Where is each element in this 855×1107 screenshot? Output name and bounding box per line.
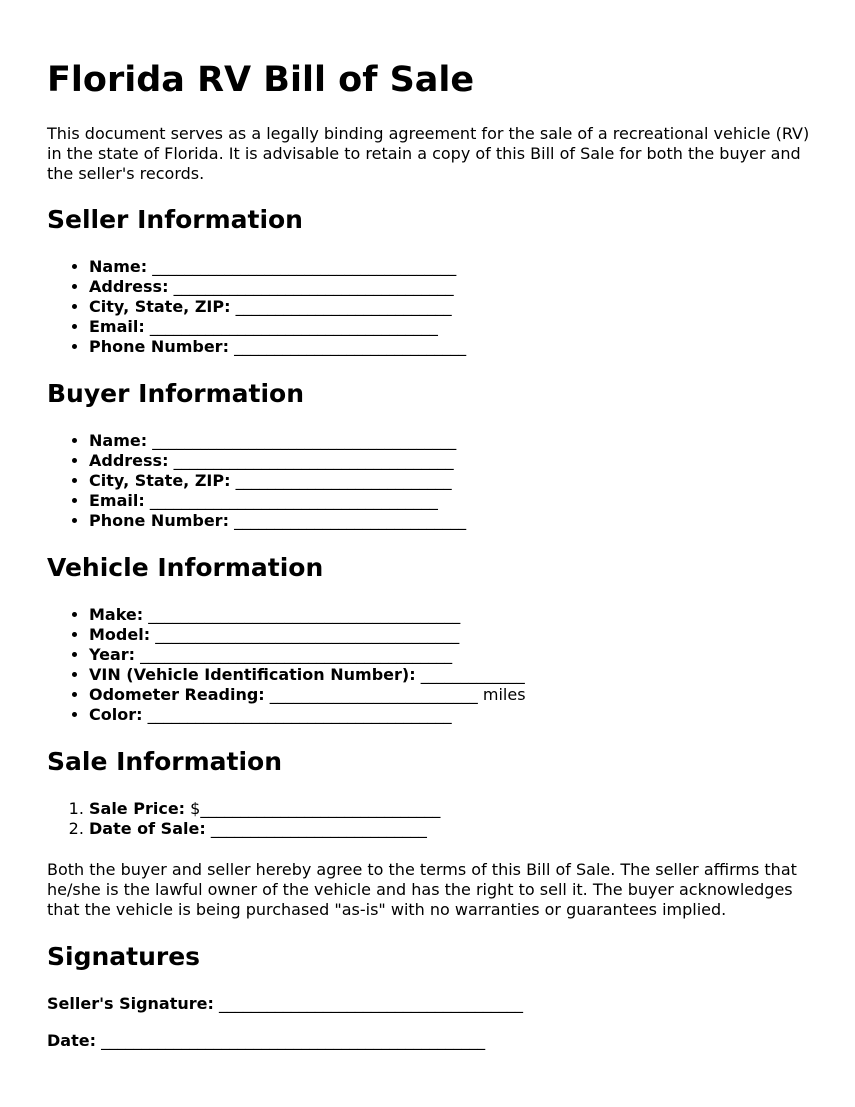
list-item	[89, 471, 817, 491]
list-item	[89, 317, 817, 337]
field-label: Make:	[89, 605, 144, 624]
list-item	[89, 431, 817, 451]
seller-signature-line	[47, 994, 817, 1014]
field-label: Year:	[89, 645, 136, 664]
list-item	[89, 625, 817, 645]
page-title: Florida RV Bill of Sale	[47, 60, 475, 100]
date-blank[interactable]: ________________________________________________	[101, 1031, 486, 1050]
field-blank[interactable]: _____________________________	[234, 511, 467, 530]
field-blank[interactable]: $______________________________	[190, 799, 441, 818]
vehicle-fields-list	[47, 605, 817, 725]
field-label: VIN (Vehicle Identification Number):	[89, 665, 416, 684]
field-blank[interactable]: ______________________________________	[152, 431, 457, 450]
field-label: Date of Sale:	[89, 819, 206, 838]
field-blank[interactable]: ___________________________	[210, 819, 427, 838]
field-blank[interactable]: ______________________________________	[152, 257, 457, 276]
field-label: Name:	[89, 431, 148, 450]
list-item	[89, 705, 817, 725]
field-blank[interactable]: ____________________________________	[149, 491, 438, 510]
seller-fields-list	[47, 257, 817, 357]
list-item	[89, 819, 817, 839]
list-item	[89, 257, 817, 277]
field-label: Phone Number:	[89, 511, 229, 530]
field-blank[interactable]: ___________________________	[235, 471, 452, 490]
list-item	[89, 451, 817, 471]
buyer-fields-list	[47, 431, 817, 531]
agreement-paragraph: Both the buyer and seller hereby agree to the terms of this Bill of Sale. The seller affirms that he/she is the lawful owner of the vehicle and has the right to sell it. The buyer acknowledges that the vehicle is being purchased "as-is" with no warranties or guarantees implied.	[47, 860, 797, 919]
field-label: Address:	[89, 277, 169, 296]
seller-heading: Seller Information	[47, 205, 303, 234]
field-label: Odometer Reading:	[89, 685, 265, 704]
field-blank[interactable]: ______________________________________	[147, 705, 452, 724]
sale-fields-list	[47, 799, 817, 839]
buyer-heading: Buyer Information	[47, 379, 305, 408]
field-label: Address:	[89, 451, 169, 470]
field-blank[interactable]: _______________________________________	[140, 645, 453, 664]
field-label: Color:	[89, 705, 143, 724]
field-blank[interactable]: _______________________________________	[148, 605, 461, 624]
field-blank[interactable]: _____________________________	[234, 337, 467, 356]
list-item	[89, 685, 817, 705]
list-item	[89, 297, 817, 317]
field-label: Sale Price:	[89, 799, 186, 818]
list-item	[89, 277, 817, 297]
field-label: Model:	[89, 625, 151, 644]
list-item	[89, 799, 817, 819]
field-blank[interactable]: _____________	[420, 665, 525, 684]
field-blank[interactable]: ___________________________	[235, 297, 452, 316]
signatures-heading: Signatures	[47, 942, 201, 971]
list-item	[89, 491, 817, 511]
field-blank[interactable]: ___________________________________	[173, 277, 454, 296]
list-item	[89, 337, 817, 357]
field-label: Name:	[89, 257, 148, 276]
field-label: Email:	[89, 491, 145, 510]
vehicle-heading: Vehicle Information	[47, 553, 324, 582]
seller-signature-blank[interactable]: ______________________________________	[219, 994, 523, 1013]
field-label: City, State, ZIP:	[89, 471, 231, 490]
field-blank[interactable]: ______________________________________	[155, 625, 460, 644]
intro-paragraph: This document serves as a legally binding agreement for the sale of a recreational vehicle (RV) in the state of Florida. It is advisable to retain a copy of this Bill of Sale for both the buyer and the seller's records.	[47, 124, 810, 183]
field-blank[interactable]: ____________________________________	[149, 317, 438, 336]
list-item	[89, 665, 817, 685]
field-blank[interactable]: ___________________________________	[173, 451, 454, 470]
field-label: Phone Number:	[89, 337, 229, 356]
field-label: Date:	[47, 1031, 96, 1050]
field-label: Seller's Signature:	[47, 994, 214, 1013]
list-item	[89, 511, 817, 531]
field-label: Email:	[89, 317, 145, 336]
list-item	[89, 605, 817, 625]
sale-heading: Sale Information	[47, 747, 282, 776]
field-label: City, State, ZIP:	[89, 297, 231, 316]
field-blank[interactable]: __________________________ miles	[269, 685, 526, 704]
date-signature-line	[47, 1031, 817, 1051]
list-item	[89, 645, 817, 665]
bill-of-sale-document	[47, 58, 817, 1051]
